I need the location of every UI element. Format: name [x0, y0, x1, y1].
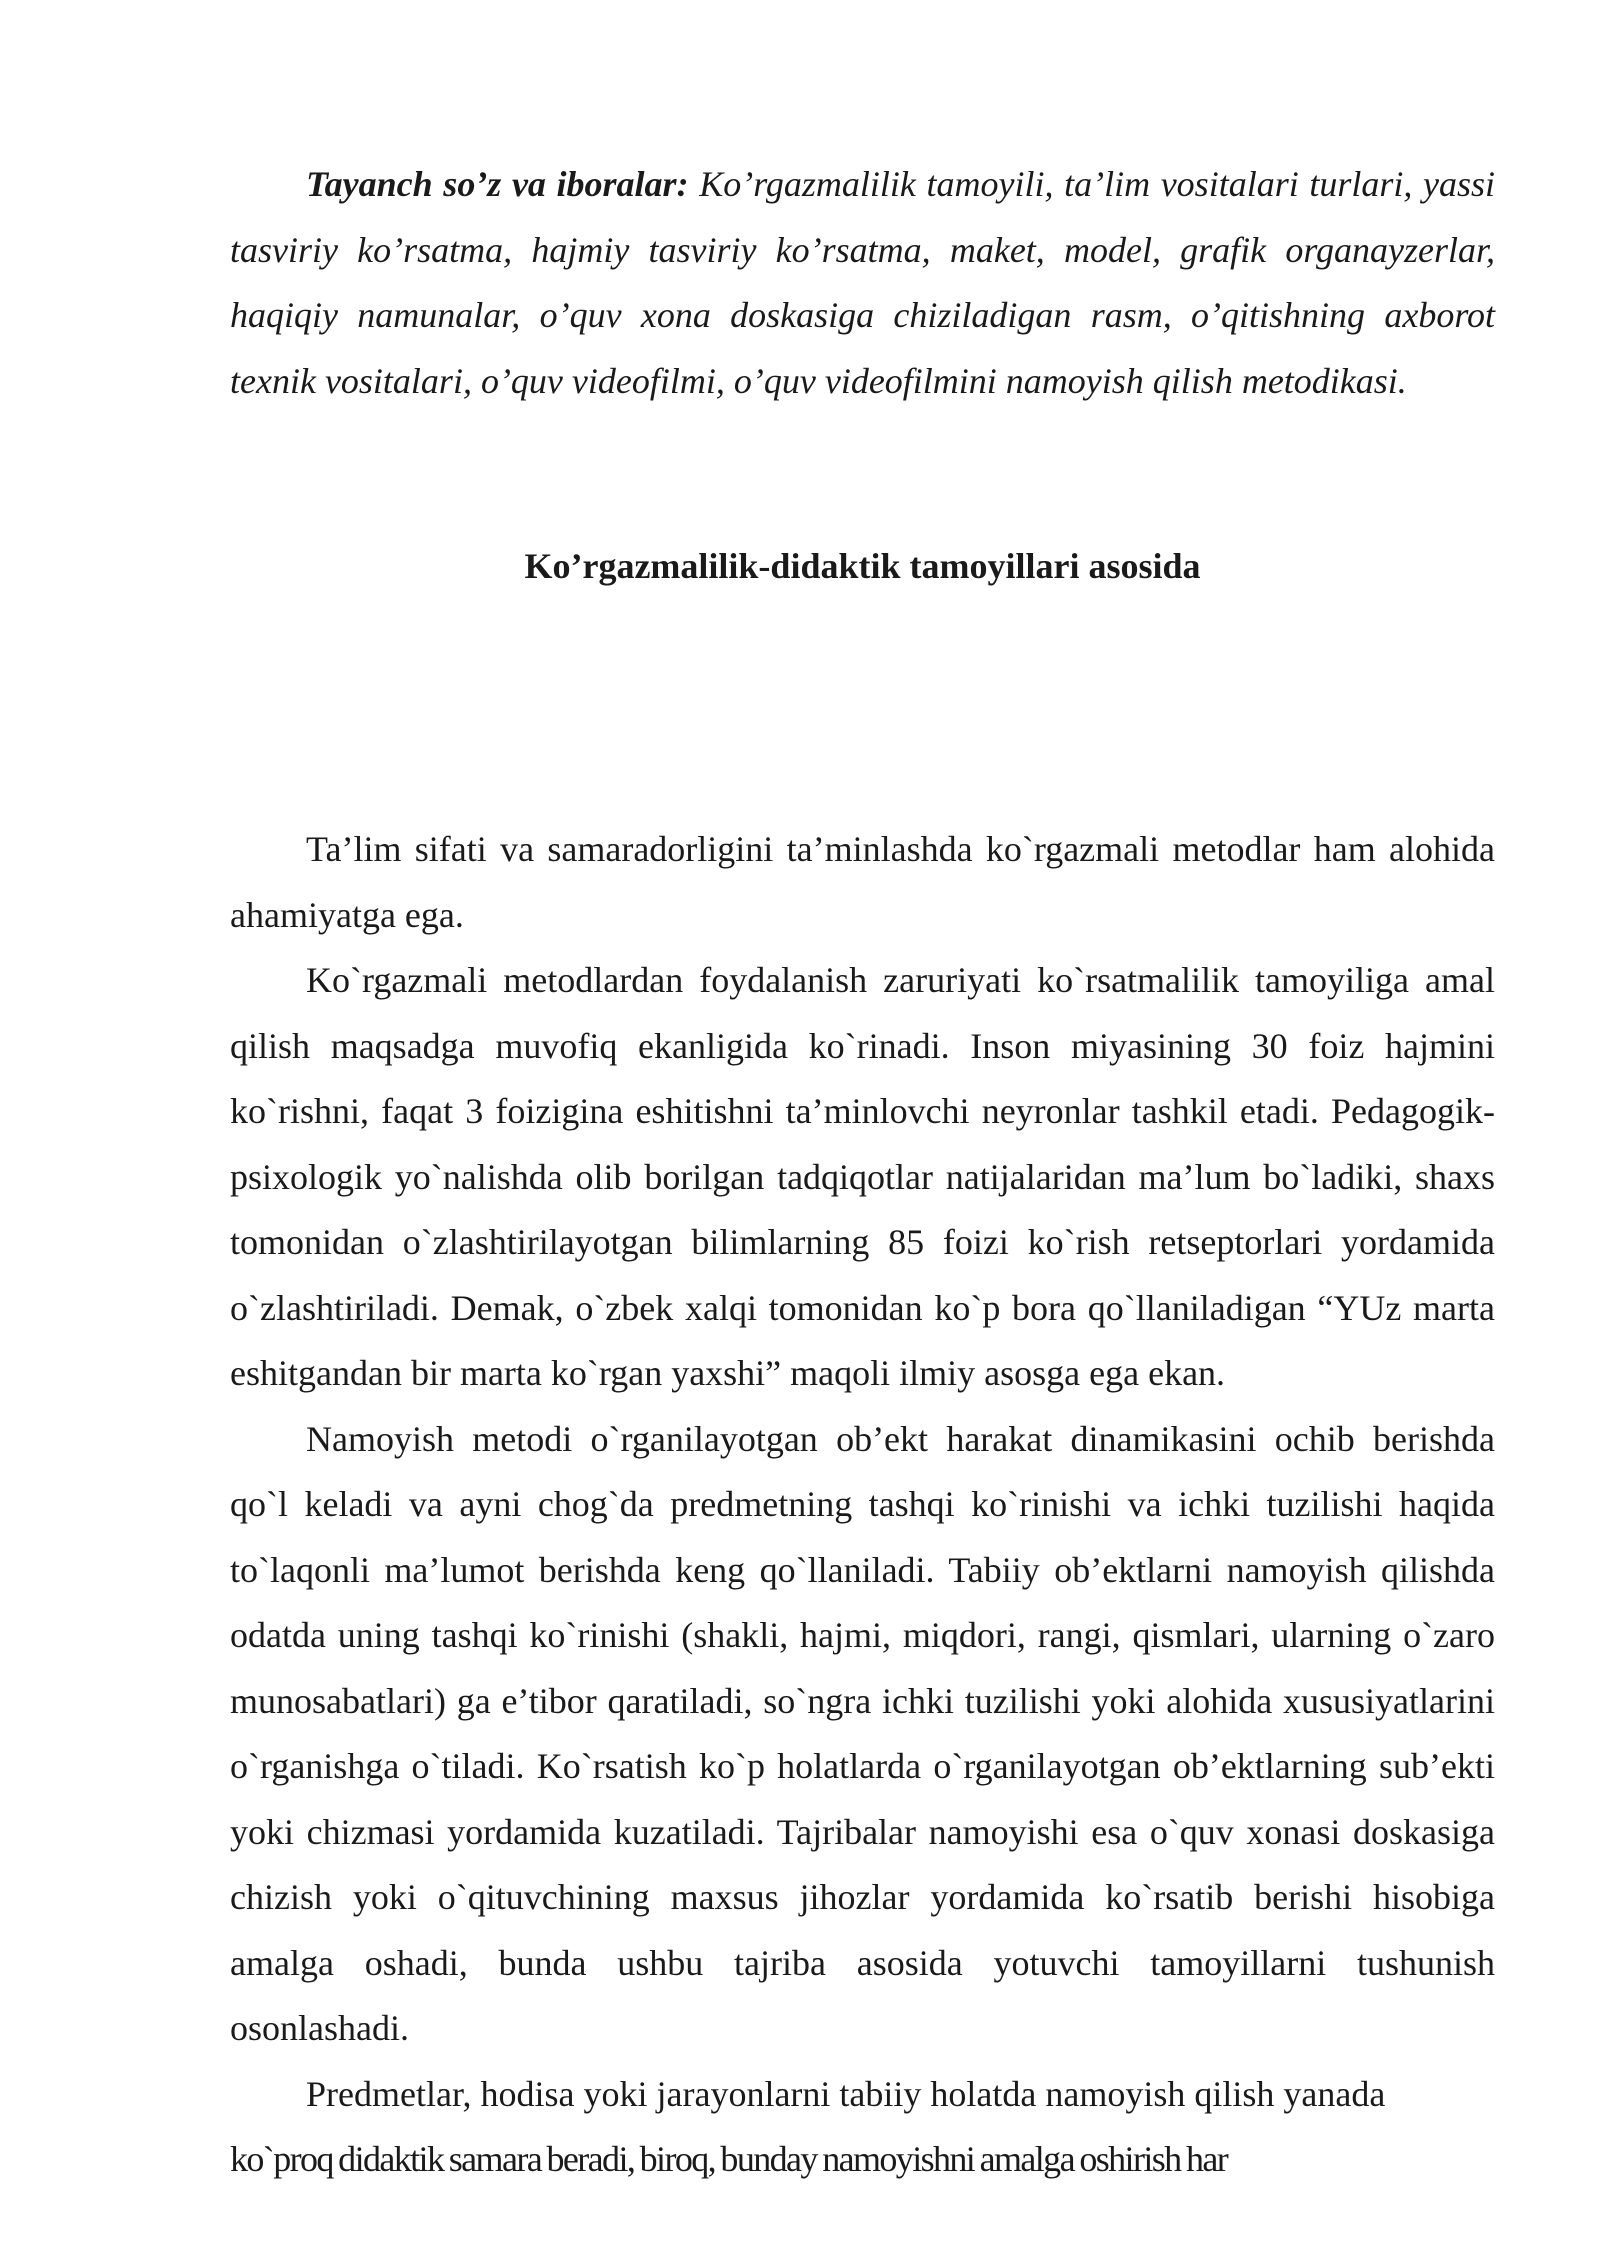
paragraph-4-line-1: Predmetlar, hodisa yoki jarayonlarni tabiiy holatda namoyish qilish yanada — [306, 2073, 1386, 2114]
paragraph-3: Namoyish metodi o`rganilayotgan ob’ekt harakat dinamikasini ochib berishda qo`l keladi va ayni chog`da predmetning tashqi ko`rinishi va ichki tuzilishi haqida to`laqonli ma’lumot berishda keng qo`llaniladi. Tabiiy ob’ektlarni namoyish qilishda odatda uning tashqi ko`rinishi (shakli, hajmi, miqdori, rangi, qismlari, ularning o`zaro munosabatlari) ga e’tibor qaratiladi, so`ngra ichki tuzilishi yoki alohida xususiyatlarini o`rganishga o`tiladi. Ko`rsatish ko`p holatlarda o`rganilayotgan ob’ektlarning sub’ekti yoki chizmasi yordamida kuzatiladi. Tajribalar namoyishi esa o`quv xonasi doskasiga chizish yoki o`qituvchining maxsus jihozlar yordamida ko`rsatib berishi hisobiga amalga oshadi, bunda ushbu tajriba asosida yotuvchi tamoyillarni tushunish osonlashadi. — [230, 1418, 1495, 2048]
paragraph-4-line-2: ko`proq didaktik samara beradi, biroq, bunday namoyishni amalga oshirish har — [230, 2139, 1228, 2179]
keywords-text: Ko’rgazmalilik tamoyili, ta’lim vositalari turlari, yassi tasviriy ko’rsatma, hajmiy tasviriy ko’rsatma, maket, model, grafik organayzerlar, haqiqiy namunalar, o’quv xona doskasiga chiziladigan rasm, o’qitishning axborot texnik vositalari, o’quv videofilmi, o’quv videofilmini namoyish qilish metodikasi. — [230, 164, 1495, 401]
paragraph-4 — [230, 2062, 1495, 2193]
body-text — [230, 817, 1495, 2193]
section-heading: Ko’rgazmalilik-didaktik tamoyillari asosida — [524, 546, 1201, 586]
keywords-label: Tayanch so’z va iboralar: — [306, 164, 689, 204]
paragraph-1: Ta’lim sifati va samaradorligini ta’minlashda ko`rgazmali metodlar ham alohida ahamiyatga ega. — [230, 829, 1495, 935]
paragraph-2: Ko`rgazmali metodlardan foydalanish zaruriyati ko`rsatmalilik tamoyiliga amal qilish maqsadga muvofiq ekanligida ko`rinadi. Inson miyasining 30 foiz hajmini ko`rishni, faqat 3 foizigina eshitishni ta’minlovchi neyronlar tashkil etadi. Pedagogik-psixologik yo`nalishda olib borilgan tadqiqotlar natijalaridan ma’lum bo`ladiki, shaxs tomonidan o`zlashtirilayotgan bilimlarning 85 foizi ko`rish retseptorlari yordamida o`zlashtiriladi. Demak, o`zbek xalqi tomonidan ko`p bora qo`llaniladigan “YUz marta eshitgandan bir marta ko`rgan yaxshi” maqoli ilmiy asosga ega ekan. — [230, 960, 1495, 1393]
document-page — [230, 152, 1495, 2179]
keywords-paragraph — [230, 152, 1495, 414]
